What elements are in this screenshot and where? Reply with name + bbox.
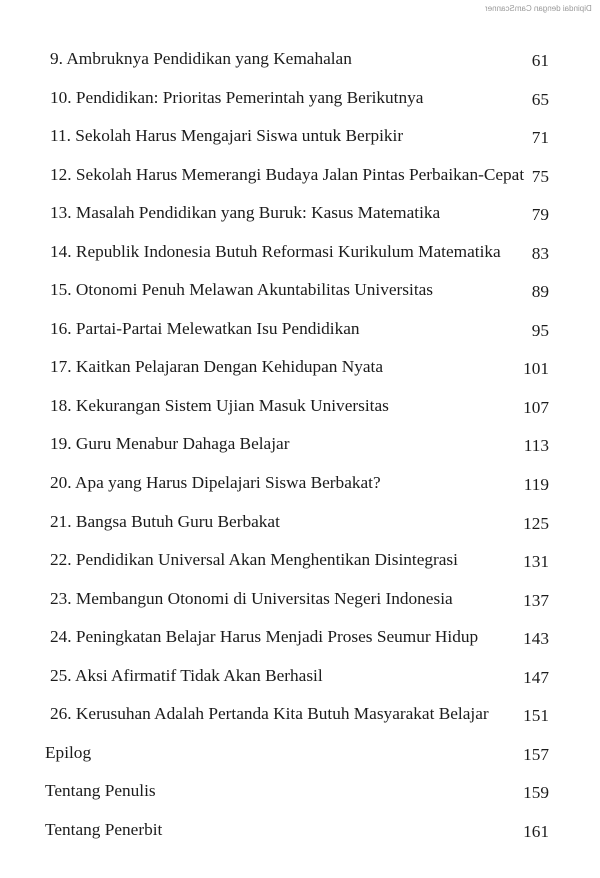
toc-entry-page: 137 [523, 590, 549, 610]
toc-entry-title: Tentang Penerbit [45, 819, 163, 839]
toc-entry[interactable] [0, 201, 600, 240]
toc-entry-page: 61 [531, 51, 549, 70]
toc-entry[interactable] [0, 240, 600, 279]
toc-entry[interactable] [0, 510, 600, 549]
toc-entry-page: 159 [523, 783, 549, 803]
toc-entry-page: 151 [523, 706, 549, 726]
toc-entry-page: 125 [523, 513, 549, 533]
toc-entry-title: Epilog [45, 742, 92, 762]
toc-entry-title: 20. Apa yang Harus Dipelajari Siswa Berbakat? [50, 473, 381, 493]
toc-entry-page: 101 [523, 359, 549, 379]
toc-entry-title: 22. Pendidikan Universal Akan Menghentikan Disintegrasi [50, 550, 458, 570]
toc-entry-page: 71 [531, 128, 549, 148]
toc-entry-page: 147 [523, 667, 549, 687]
toc-entry-title: 25. Aksi Afirmatif Tidak Akan Berhasil [50, 665, 323, 685]
toc-entry-title: 18. Kekurangan Sistem Ujian Masuk Universitas [50, 395, 389, 415]
toc-entry[interactable] [0, 702, 600, 741]
toc-entry[interactable] [0, 124, 600, 163]
toc-entry-title: 21. Bangsa Butuh Guru Berbakat [50, 511, 280, 531]
toc-entry-page: 131 [523, 552, 549, 572]
toc-entry-epilog[interactable] [0, 741, 600, 780]
toc-entry[interactable] [0, 394, 600, 433]
toc-entry[interactable] [0, 664, 600, 703]
toc-entry[interactable] [0, 548, 600, 587]
toc-entry[interactable] [0, 47, 600, 86]
toc-entry-page: 113 [523, 436, 549, 456]
toc-entry-title: Tentang Penulis [45, 781, 156, 801]
toc-entry-title: 10. Pendidikan: Prioritas Pemerintah yang Berikutnya [50, 87, 424, 107]
toc-entry-page: 65 [531, 89, 549, 109]
toc-entry-title: 17. Kaitkan Pelajaran Dengan Kehidupan Nyata [50, 357, 384, 377]
toc-entry-title: 24. Peningkatan Belajar Harus Menjadi Proses Seumur Hidup [50, 627, 479, 647]
toc-entry-title: 11. Sekolah Harus Mengajari Siswa untuk Berpikir [50, 126, 404, 146]
toc-entry[interactable] [0, 432, 600, 471]
toc-entry-title: 19. Guru Menabur Dahaga Belajar [50, 434, 290, 454]
toc-entry-page: 79 [531, 205, 549, 225]
toc-entry[interactable] [0, 587, 600, 626]
toc-entry-about-author[interactable] [0, 779, 600, 818]
toc-entry[interactable] [0, 355, 600, 394]
toc-entry-page: 75 [531, 166, 549, 186]
scanner-watermark: Dipindai dengan CamScanner [485, 4, 592, 13]
toc-entry-page: 143 [523, 629, 549, 649]
toc-entry[interactable] [0, 86, 600, 125]
toc-entry-title: 26. Kerusuhan Adalah Pertanda Kita Butuh Masyarakat Belajar [50, 704, 489, 724]
toc-entry-title: 13. Masalah Pendidikan yang Buruk: Kasus Matematika [50, 203, 441, 223]
toc-entry-title: 14. Republik Indonesia Butuh Reformasi Kurikulum Matematika [50, 241, 501, 261]
toc-entry-page: 119 [523, 475, 549, 495]
toc-entry[interactable] [0, 317, 600, 356]
toc-entry[interactable] [0, 625, 600, 664]
toc-entry[interactable] [0, 278, 600, 317]
toc-entry[interactable] [0, 471, 600, 510]
table-of-contents [0, 47, 600, 856]
toc-entry-title: 16. Partai-Partai Melewatkan Isu Pendidikan [50, 318, 360, 338]
toc-entry-page: 107 [523, 397, 549, 417]
toc-entry-page: 161 [523, 821, 549, 841]
toc-entry-page: 157 [523, 744, 549, 764]
toc-entry-title: 12. Sekolah Harus Memerangi Budaya Jalan Pintas Perbaikan-Cepat [50, 164, 525, 184]
toc-entry-title: 23. Membangun Otonomi di Universitas Negeri Indonesia [50, 588, 453, 608]
toc-entry-page: 83 [531, 243, 549, 263]
toc-entry-title: 15. Otonomi Penuh Melawan Akuntabilitas Universitas [50, 280, 434, 300]
toc-entry[interactable] [0, 163, 600, 202]
toc-entry-page: 95 [531, 320, 549, 340]
toc-entry-page: 89 [531, 282, 549, 302]
toc-entry-title: 9. Ambruknya Pendidikan yang Kemahalan [50, 49, 352, 68]
toc-entry-about-publisher[interactable] [0, 818, 600, 857]
